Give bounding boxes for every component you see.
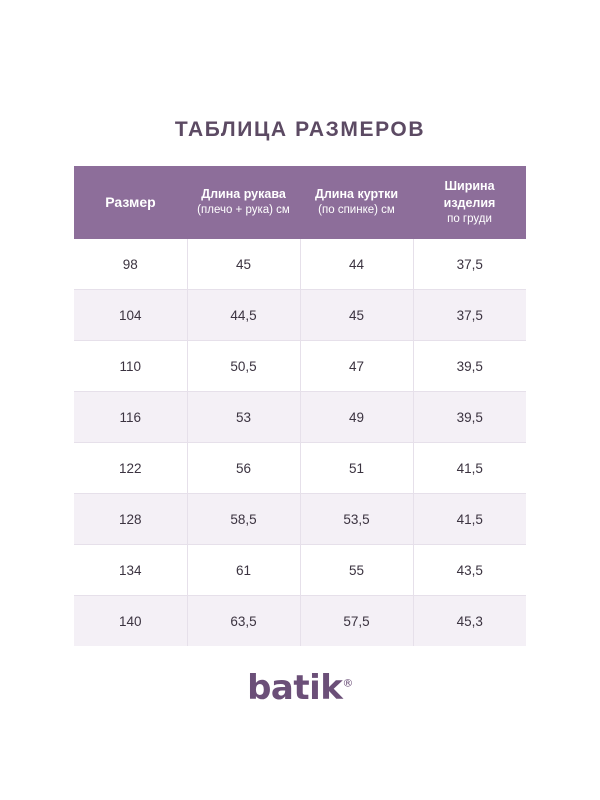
size-table [74,166,526,646]
table-row [74,341,526,392]
cell-sleeve-length: 50,5 [187,341,300,392]
cell-size: 140 [74,596,187,647]
brand-logo [247,668,353,708]
table-header [74,166,526,239]
page-title: ТАБЛИЦА РАЗМЕРОВ [174,118,426,141]
table-body [74,239,526,646]
cell-jacket-length: 55 [300,545,413,596]
column-header-jacket-length-sub: (по спинке) см [318,204,395,217]
cell-jacket-length: 45 [300,290,413,341]
table-row [74,494,526,545]
table-row [74,239,526,290]
cell-chest-width: 37,5 [413,239,526,290]
cell-sleeve-length: 58,5 [187,494,300,545]
cell-jacket-length: 53,5 [300,494,413,545]
cell-chest-width: 37,5 [413,290,526,341]
cell-size: 116 [74,392,187,443]
column-header-chest-width-sub: по груди [447,212,492,225]
brand-trademark-symbol: ® [342,676,353,690]
column-header-jacket-length [300,166,413,239]
cell-jacket-length: 51 [300,443,413,494]
cell-size: 104 [74,290,187,341]
cell-jacket-length: 57,5 [300,596,413,647]
column-header-size-main: Размер [105,194,156,211]
column-header-sleeve-length [187,166,300,239]
cell-chest-width: 41,5 [413,494,526,545]
cell-sleeve-length: 63,5 [187,596,300,647]
table-header-row [74,166,526,239]
cell-size: 98 [74,239,187,290]
cell-chest-width: 39,5 [413,341,526,392]
cell-size: 134 [74,545,187,596]
size-table-container [74,166,526,646]
column-header-chest-width [413,166,526,239]
cell-chest-width: 39,5 [413,392,526,443]
cell-sleeve-length: 53 [187,392,300,443]
column-header-size [74,166,187,239]
column-header-chest-width-main: Ширина изделия [443,179,496,210]
cell-chest-width: 45,3 [413,596,526,647]
column-header-sleeve-length-sub: (плечо + рука) см [197,204,290,217]
cell-size: 110 [74,341,187,392]
column-header-sleeve-length-main: Длина рукава [201,187,286,202]
table-row [74,596,526,647]
cell-size: 128 [74,494,187,545]
cell-jacket-length: 44 [300,239,413,290]
brand-logo-text: batik [247,668,343,709]
column-header-jacket-length-main: Длина куртки [314,187,399,202]
table-row [74,392,526,443]
table-row [74,443,526,494]
cell-sleeve-length: 44,5 [187,290,300,341]
table-row [74,545,526,596]
cell-jacket-length: 47 [300,341,413,392]
cell-jacket-length: 49 [300,392,413,443]
cell-chest-width: 41,5 [413,443,526,494]
cell-chest-width: 43,5 [413,545,526,596]
cell-sleeve-length: 56 [187,443,300,494]
cell-size: 122 [74,443,187,494]
cell-sleeve-length: 45 [187,239,300,290]
cell-sleeve-length: 61 [187,545,300,596]
table-row [74,290,526,341]
